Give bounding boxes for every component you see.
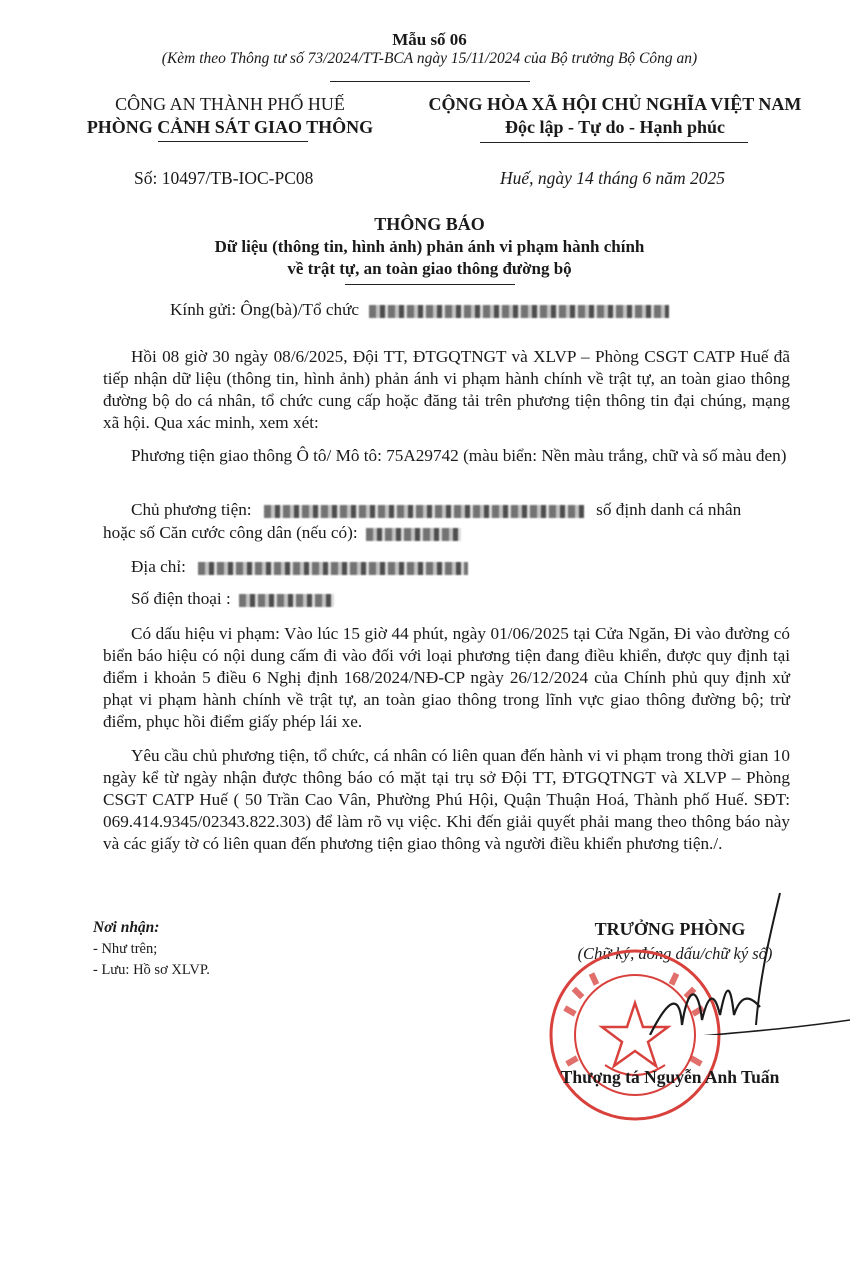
redacted-phone bbox=[239, 594, 334, 607]
phone-label: Số điện thoại : bbox=[131, 589, 231, 608]
form-attachment: (Kèm theo Thông tư số 73/2024/TT-BCA ngày 15/11/2024 của Bộ trưởng Bộ Công an) bbox=[161, 50, 698, 67]
nation-line1: CỘNG HÒA XÃ HỘI CHỦ NGHĨA VIỆT NAM bbox=[428, 94, 802, 114]
address-label: Địa chỉ: bbox=[131, 557, 186, 576]
owner-id-label-2: hoặc số Căn cước công dân (nếu có): bbox=[103, 523, 358, 542]
notice-subtitle-1: Dữ liệu (thông tin, hình ảnh) phản ánh vi phạm hành chính bbox=[214, 237, 645, 256]
owner-id-label: số định danh cá nhân bbox=[596, 500, 742, 519]
redacted-recipient bbox=[369, 305, 669, 318]
notice-title: THÔNG BÁO bbox=[374, 214, 485, 234]
signature-note: (Chữ ký, đóng dấu/chữ ký số) bbox=[577, 944, 773, 963]
issuer-line1: CÔNG AN THÀNH PHỐ HUẾ bbox=[115, 94, 345, 114]
recipients-item-1: - Như trên; bbox=[93, 941, 158, 957]
paragraph-vehicle: Phương tiện giao thông Ô tô/ Mô tô: 75A29742 (màu biển: Nền màu trắng, chữ và số màu đen) bbox=[131, 446, 787, 465]
attachment-underline bbox=[330, 81, 530, 82]
redacted-id bbox=[366, 528, 461, 541]
notice-subtitle-2: về trật tự, an toàn giao thông đường bộ bbox=[287, 259, 572, 278]
title-underline bbox=[345, 284, 515, 285]
issuer-underline bbox=[158, 141, 308, 142]
signer-name: Thượng tá Nguyễn Anh Tuấn bbox=[560, 1067, 780, 1087]
paragraph-request: Yêu cầu chủ phương tiện, tổ chức, cá nhân có liên quan đến hành vi vi phạm trong thời gian 10 ngày kể từ ngày nhận được thông báo có mặt tại trụ sở Đội TT, ĐTGQTNGT và XLVP – Phòng CSGT CATP Huế ( 50 Trần Cao Vân, Phường Phú Hội, Quận Thuận Hoá, Thành phố Huế. SĐT: 069.414.9345/02343.822.303) để làm rõ vụ việc. Khi đến giải quyết phải mang theo thông báo này và các giấy tờ có liên quan đến phương tiện giao thông và người điều khiển phương tiện./. bbox=[103, 746, 790, 853]
signature-icon bbox=[610, 885, 850, 1035]
redacted-address bbox=[198, 562, 468, 575]
phone-line bbox=[131, 589, 334, 609]
paragraph-violation: Có dấu hiệu vi phạm: Vào lúc 15 giờ 44 phút, ngày 01/06/2025 tại Cửa Ngăn, Đi vào đường có biển báo hiệu có nội dung cấm đi vào đối với loại phương tiện đang điều khiển, được quy định tại điểm i khoản 5 điều 6 Nghị định 168/2024/NĐ-CP ngày 26/12/2024 của Chính phủ quy định xử phạt vi phạm hành chính về trật tự, an toàn giao thông trong lĩnh vực giao thông đường bộ; trừ điểm, phục hồi điểm giấy phép lái xe. bbox=[103, 624, 790, 731]
owner-line bbox=[131, 500, 790, 520]
recipients-label: Nơi nhận: bbox=[93, 919, 160, 936]
paragraph-intake: Hồi 08 giờ 30 ngày 08/6/2025, Đội TT, ĐTGQTNGT và XLVP – Phòng CSGT CATP Huế đã tiếp nhận dữ liệu (thông tin, hình ảnh) phản ánh vi phạm hành chính về trật tự, an toàn giao thông đường bộ do cá nhân, tổ chức cung cấp hoặc đăng tải trên phương tiện thông tin đại chúng, mạng xã hội. Qua xác minh, xem xét: bbox=[103, 347, 790, 432]
owner-line-2 bbox=[103, 523, 461, 543]
doc-date: Huế, ngày 14 tháng 6 năm 2025 bbox=[500, 168, 726, 188]
recipient-line bbox=[170, 300, 669, 320]
issuer-line2: PHÒNG CẢNH SÁT GIAO THÔNG bbox=[86, 117, 374, 137]
form-number: Mẫu số 06 bbox=[392, 30, 467, 49]
doc-number: Số: 10497/TB-IOC-PC08 bbox=[134, 168, 314, 188]
address-line bbox=[131, 557, 468, 577]
redacted-owner bbox=[264, 505, 584, 518]
recipient-label: Kính gửi: Ông(bà)/Tổ chức bbox=[170, 300, 360, 319]
recipients-item-2: - Lưu: Hồ sơ XLVP. bbox=[93, 962, 210, 978]
owner-label: Chủ phương tiện: bbox=[131, 500, 252, 519]
signer-position: TRƯỞNG PHÒNG bbox=[594, 919, 746, 939]
nation-underline bbox=[480, 142, 748, 143]
nation-line2: Độc lập - Tự do - Hạnh phúc bbox=[504, 117, 726, 137]
